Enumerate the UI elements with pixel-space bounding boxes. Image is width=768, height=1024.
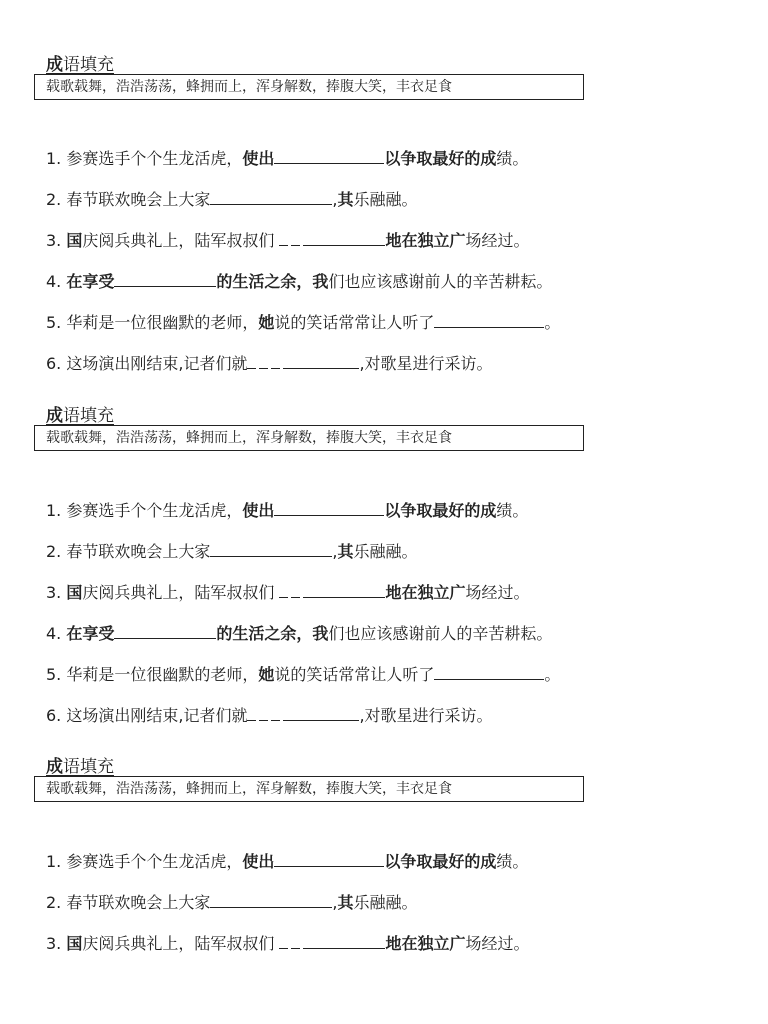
word-bank: 载歌载舞，浩浩荡荡，蜂拥而上，浑身解数，捧腹大笑，丰衣足食 xyxy=(46,781,452,797)
question-1: 1. 参赛选手个个生龙活虎，使出 以争取最好的成绩。 xyxy=(46,852,529,871)
question-2: 2. 春节联欢晚会上大家 ,其乐融融。 xyxy=(46,190,418,209)
answer-blank[interactable] xyxy=(114,271,216,287)
section-title: 成语填充 xyxy=(46,757,114,777)
word-bank: 载歌载舞，浩浩荡荡，蜂拥而上，浑身解数，捧腹大笑，丰衣足食 xyxy=(46,430,452,446)
word-bank-box xyxy=(34,74,584,100)
answer-blank[interactable] xyxy=(434,664,544,680)
answer-blank[interactable] xyxy=(210,892,332,908)
answer-blank[interactable] xyxy=(283,705,359,721)
question-5: 5. 华莉是一位很幽默的老师，她说的笑话常常让人听了 。 xyxy=(46,313,561,332)
question-1: 1. 参赛选手个个生龙活虎，使出 以争取最好的成绩。 xyxy=(46,501,529,520)
answer-blank[interactable] xyxy=(303,230,385,246)
answer-blank[interactable] xyxy=(114,623,216,639)
question-3: 3. 国庆阅兵典礼上，陆军叔叔们 地在独立广场经过。 xyxy=(46,583,530,602)
question-3: 3. 国庆阅兵典礼上，陆军叔叔们 地在独立广场经过。 xyxy=(46,231,530,250)
word-bank-box xyxy=(34,776,584,802)
question-6: 6. 这场演出刚结束,记者们就 ,对歌星进行采访。 xyxy=(46,354,493,373)
question-2: 2. 春节联欢晚会上大家 ,其乐融融。 xyxy=(46,893,418,912)
section-title: 成语填充 xyxy=(46,406,114,426)
answer-blank[interactable] xyxy=(303,582,385,598)
answer-blank[interactable] xyxy=(210,541,332,557)
question-1: 1. 参赛选手个个生龙活虎，使出 以争取最好的成绩。 xyxy=(46,149,529,168)
word-bank: 载歌载舞，浩浩荡荡，蜂拥而上，浑身解数，捧腹大笑，丰衣足食 xyxy=(46,79,452,95)
answer-blank[interactable] xyxy=(210,189,332,205)
question-4: 4. 在享受 的生活之余，我们也应该感谢前人的辛苦耕耘。 xyxy=(46,624,553,643)
question-5: 5. 华莉是一位很幽默的老师，她说的笑话常常让人听了 。 xyxy=(46,665,561,684)
question-2: 2. 春节联欢晚会上大家 ,其乐融融。 xyxy=(46,542,418,561)
question-3: 3. 国庆阅兵典礼上，陆军叔叔们 地在独立广场经过。 xyxy=(46,934,530,953)
answer-blank[interactable] xyxy=(303,933,385,949)
answer-blank[interactable] xyxy=(434,312,544,328)
question-6: 6. 这场演出刚结束,记者们就 ,对歌星进行采访。 xyxy=(46,706,493,725)
section-title: 成语填充 xyxy=(46,55,114,75)
answer-blank[interactable] xyxy=(274,851,384,867)
answer-blank[interactable] xyxy=(274,500,384,516)
word-bank-box xyxy=(34,425,584,451)
question-4: 4. 在享受 的生活之余，我们也应该感谢前人的辛苦耕耘。 xyxy=(46,272,553,291)
answer-blank[interactable] xyxy=(274,148,384,164)
answer-blank[interactable] xyxy=(283,353,359,369)
